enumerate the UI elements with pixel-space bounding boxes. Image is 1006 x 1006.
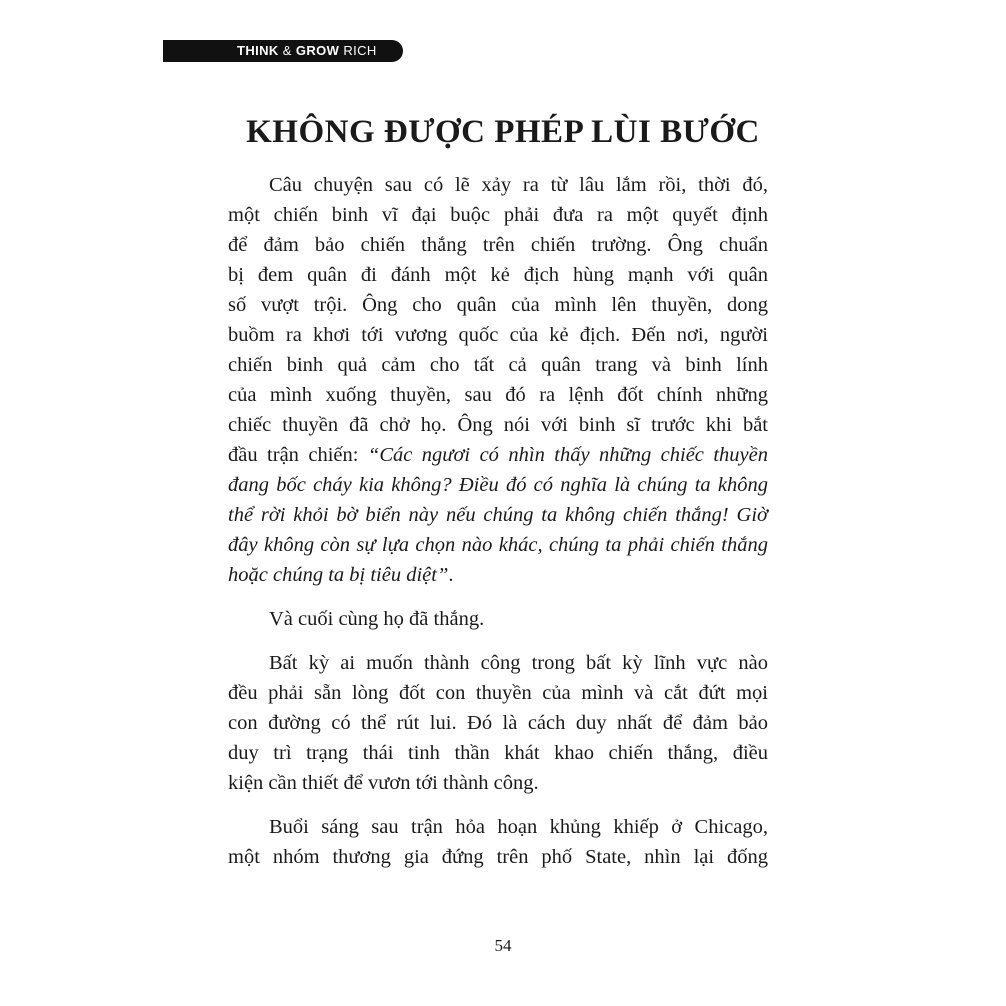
paragraph-2: [228, 604, 768, 634]
text-line: một nhóm thương gia đứng trên phố State, nhìn lại đống: [228, 846, 768, 868]
text-line: chiếc thuyền đã chở họ. Ông nói với binh sĩ trước khi bắt: [228, 414, 768, 436]
text-line: Bất kỳ ai muốn thành công trong bất kỳ lĩnh vực nào: [269, 652, 768, 674]
text-line: con đường có thể rút lui. Đó là cách duy nhất để đảm bảo: [228, 712, 768, 734]
text-line: duy trì trạng thái tinh thần khát khao chiến thắng, điều: [228, 742, 768, 764]
quote-fragment: đang bốc cháy kia không? Điều đó có nghĩa là chúng ta không: [228, 474, 768, 496]
text-line: Câu chuyện sau có lẽ xảy ra từ lâu lắm rồi, thời đó,: [269, 174, 768, 196]
header-rich: RICH: [343, 43, 377, 58]
quote-fragment: hoặc chúng ta bị tiêu diệt”: [228, 564, 449, 586]
period: .: [448, 564, 454, 586]
quote-fragment: thể rời khỏi bờ biển này nếu chúng ta không chiến thắng! Giờ: [228, 504, 768, 526]
paragraph-3: [228, 648, 768, 798]
text-line: bị đem quân đi đánh một kẻ địch hùng mạnh với quân: [228, 264, 768, 286]
header-grow: GROW: [295, 43, 340, 58]
quote-line: [228, 470, 768, 500]
text-line-mixed: [228, 440, 768, 470]
text-line: Buổi sáng sau trận hỏa hoạn khủng khiếp ở Chicago,: [269, 816, 768, 838]
quote-line: [228, 500, 768, 530]
quote-line: [228, 530, 768, 560]
text-line: Và cuối cùng họ đã thắng.: [269, 608, 485, 630]
header-amp: &: [282, 43, 292, 58]
paragraph-1: [228, 170, 768, 590]
text-line: của mình xuống thuyền, sau đó ra lệnh đốt chính những: [228, 384, 768, 406]
page-number: 54: [494, 936, 512, 955]
quote-fragment: đây không còn sự lựa chọn nào khác, chúng ta phải chiến thắng: [228, 534, 768, 556]
chapter-title: KHÔNG ĐƯỢC PHÉP LÙI BƯỚC: [246, 114, 760, 150]
paragraph-4: [228, 812, 768, 872]
header-think: THINK: [237, 43, 279, 58]
text-line: kiện cần thiết để vươn tới thành công.: [228, 772, 539, 794]
text-line: buồm ra khơi tới vương quốc của kẻ địch. Đến nơi, người: [228, 324, 768, 346]
text-fragment: đầu trận chiến:: [228, 444, 368, 466]
text-line: để đảm bảo chiến thắng trên chiến trường. Ông chuẩn: [228, 234, 768, 256]
text-line: đều phải sẵn lòng đốt con thuyền của mình và cắt đứt mọi: [228, 682, 768, 704]
text-line: một chiến binh vĩ đại buộc phải đưa ra một quyết định: [228, 204, 768, 226]
quote-fragment: “Các ngươi có nhìn thấy những chiếc thuyền: [367, 444, 768, 466]
text-line: chiến binh quả cảm cho tất cả quân trang và binh lính: [228, 354, 768, 376]
body-text: [228, 170, 768, 872]
running-header-title: [237, 43, 377, 58]
text-line: số vượt trội. Ông cho quân của mình lên thuyền, dong: [228, 294, 768, 316]
running-header: [163, 40, 403, 62]
quote-line: [228, 560, 768, 590]
